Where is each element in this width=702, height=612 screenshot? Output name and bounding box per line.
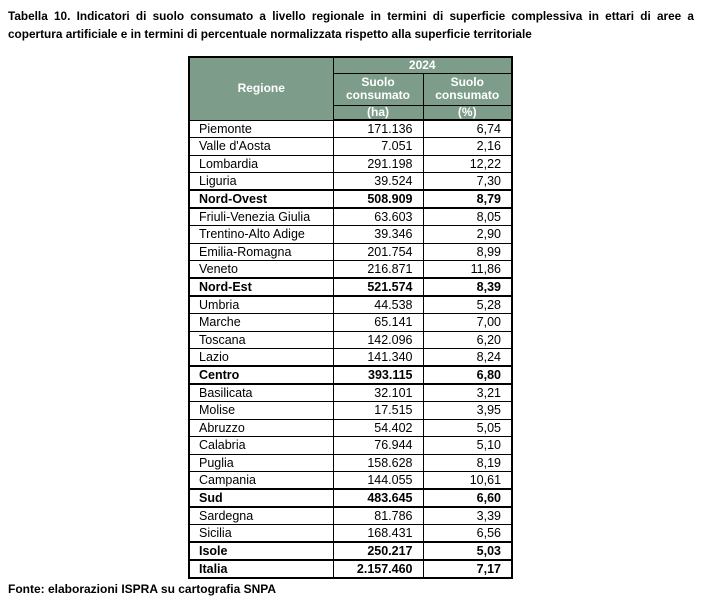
- soil-consumed-pct-value: 6,20: [423, 331, 512, 349]
- region-name: Toscana: [189, 331, 333, 349]
- soil-consumed-pct-value: 5,05: [423, 419, 512, 437]
- soil-consumed-pct-value: 6,56: [423, 525, 512, 543]
- soil-consumed-ha-value: 44.538: [333, 296, 423, 314]
- soil-consumed-ha-value: 201.754: [333, 243, 423, 261]
- region-name: Nord-Ovest: [189, 190, 333, 208]
- soil-consumed-pct-value: 3,39: [423, 507, 512, 525]
- region-name: Isole: [189, 542, 333, 560]
- region-name: Valle d'Aosta: [189, 138, 333, 156]
- region-name: Sud: [189, 489, 333, 507]
- soil-consumed-ha-value: 32.101: [333, 384, 423, 402]
- column-unit-pct: (%): [423, 105, 512, 120]
- table-header: [189, 57, 512, 120]
- soil-consumed-pct-value: 8,05: [423, 208, 512, 226]
- soil-consumed-ha-value: 141.340: [333, 349, 423, 367]
- table-caption-line2: copertura artificiale e in termini di percentuale normalizzata rispetto alla superficie territoriale: [8, 27, 532, 41]
- soil-consumed-pct-value: 7,00: [423, 314, 512, 332]
- table-row: [189, 208, 512, 226]
- soil-consumed-pct-value: 11,86: [423, 261, 512, 279]
- soil-consumed-pct-value: 6,74: [423, 120, 512, 138]
- table-row: [189, 454, 512, 472]
- soil-consumed-pct-value: 12,22: [423, 155, 512, 173]
- table-row: [189, 190, 512, 208]
- region-name: Lazio: [189, 349, 333, 367]
- soil-consumed-pct-value: 5,28: [423, 296, 512, 314]
- region-name: Veneto: [189, 261, 333, 279]
- soil-consumed-ha-value: 39.524: [333, 173, 423, 191]
- region-name: Lombardia: [189, 155, 333, 173]
- table-row: [189, 138, 512, 156]
- region-name: Molise: [189, 402, 333, 420]
- region-name: Friuli-Venezia Giulia: [189, 208, 333, 226]
- table-row: [189, 419, 512, 437]
- soil-consumed-pct-value: 8,99: [423, 243, 512, 261]
- column-unit-ha: (ha): [333, 105, 423, 120]
- table-row: [189, 560, 512, 578]
- table-row: [189, 542, 512, 560]
- table-row: [189, 331, 512, 349]
- soil-consumed-ha-value: 63.603: [333, 208, 423, 226]
- table-row: [189, 472, 512, 490]
- table-body: [189, 120, 512, 578]
- soil-consumed-pct-value: 7,30: [423, 173, 512, 191]
- table-caption: [8, 7, 694, 43]
- region-name: Campania: [189, 472, 333, 490]
- soil-consumed-pct-value: 3,95: [423, 402, 512, 420]
- table-caption-line1: Tabella 10. Indicatori di suolo consumato a livello regionale in termini di superficie complessiva in ettari di aree a: [8, 9, 694, 23]
- soil-consumed-pct-value: 10,61: [423, 472, 512, 490]
- column-header-regione: Regione: [189, 57, 333, 120]
- source-note: Fonte: elaborazioni ISPRA su cartografia SNPA: [8, 582, 277, 596]
- soil-consumed-ha-value: 65.141: [333, 314, 423, 332]
- region-name: Liguria: [189, 173, 333, 191]
- region-name: Sardegna: [189, 507, 333, 525]
- table-row: [189, 366, 512, 384]
- table-row: [189, 296, 512, 314]
- region-name: Emilia-Romagna: [189, 243, 333, 261]
- soil-consumed-ha-value: 81.786: [333, 507, 423, 525]
- soil-consumed-ha-value: 144.055: [333, 472, 423, 490]
- soil-consumed-ha-value: 142.096: [333, 331, 423, 349]
- region-name: Sicilia: [189, 525, 333, 543]
- soil-consumed-ha-value: 17.515: [333, 402, 423, 420]
- soil-consumed-ha-value: 39.346: [333, 226, 423, 244]
- region-name: Nord-Est: [189, 278, 333, 296]
- soil-consumed-ha-value: 54.402: [333, 419, 423, 437]
- region-name: Piemonte: [189, 120, 333, 138]
- table-row: [189, 525, 512, 543]
- table-row: [189, 349, 512, 367]
- table-row: [189, 155, 512, 173]
- table-row: [189, 226, 512, 244]
- soil-consumed-pct-value: 8,19: [423, 454, 512, 472]
- table-row: [189, 120, 512, 138]
- soil-consumed-ha-value: 216.871: [333, 261, 423, 279]
- soil-consumed-pct-value: 5,10: [423, 437, 512, 455]
- soil-consumed-pct-value: 3,21: [423, 384, 512, 402]
- soil-consumed-ha-value: 508.909: [333, 190, 423, 208]
- soil-consumed-pct-value: 8,79: [423, 190, 512, 208]
- table-row: [189, 314, 512, 332]
- region-name: Italia: [189, 560, 333, 578]
- region-name: Marche: [189, 314, 333, 332]
- soil-consumption-table: [188, 56, 513, 579]
- soil-consumed-pct-value: 2,16: [423, 138, 512, 156]
- region-name: Centro: [189, 366, 333, 384]
- region-name: Basilicata: [189, 384, 333, 402]
- table-row: [189, 243, 512, 261]
- soil-consumed-pct-value: 8,39: [423, 278, 512, 296]
- table-row: [189, 384, 512, 402]
- table-row: [189, 507, 512, 525]
- region-name: Calabria: [189, 437, 333, 455]
- soil-consumed-ha-value: 168.431: [333, 525, 423, 543]
- soil-consumed-ha-value: 250.217: [333, 542, 423, 560]
- table-row: [189, 278, 512, 296]
- table-row: [189, 261, 512, 279]
- soil-consumed-ha-value: 158.628: [333, 454, 423, 472]
- table-row: [189, 489, 512, 507]
- soil-consumed-ha-value: 393.115: [333, 366, 423, 384]
- region-name: Puglia: [189, 454, 333, 472]
- region-name: Umbria: [189, 296, 333, 314]
- soil-consumed-pct-value: 8,24: [423, 349, 512, 367]
- soil-consumed-ha-value: 76.944: [333, 437, 423, 455]
- column-header-suolo-consumato-ha: Suolo consumato: [333, 73, 423, 105]
- region-name: Abruzzo: [189, 419, 333, 437]
- region-name: Trentino-Alto Adige: [189, 226, 333, 244]
- column-header-suolo-consumato-pct: Suolo consumato: [423, 73, 512, 105]
- table-row: [189, 173, 512, 191]
- table-row: [189, 402, 512, 420]
- soil-consumed-ha-value: 483.645: [333, 489, 423, 507]
- soil-consumed-ha-value: 2.157.460: [333, 560, 423, 578]
- column-header-year: 2024: [333, 57, 512, 73]
- soil-consumed-pct-value: 5,03: [423, 542, 512, 560]
- soil-consumed-pct-value: 6,60: [423, 489, 512, 507]
- soil-consumed-ha-value: 171.136: [333, 120, 423, 138]
- soil-consumed-pct-value: 7,17: [423, 560, 512, 578]
- soil-consumed-pct-value: 2,90: [423, 226, 512, 244]
- soil-consumed-pct-value: 6,80: [423, 366, 512, 384]
- table-row: [189, 437, 512, 455]
- soil-consumed-ha-value: 7.051: [333, 138, 423, 156]
- soil-consumed-ha-value: 521.574: [333, 278, 423, 296]
- soil-consumed-ha-value: 291.198: [333, 155, 423, 173]
